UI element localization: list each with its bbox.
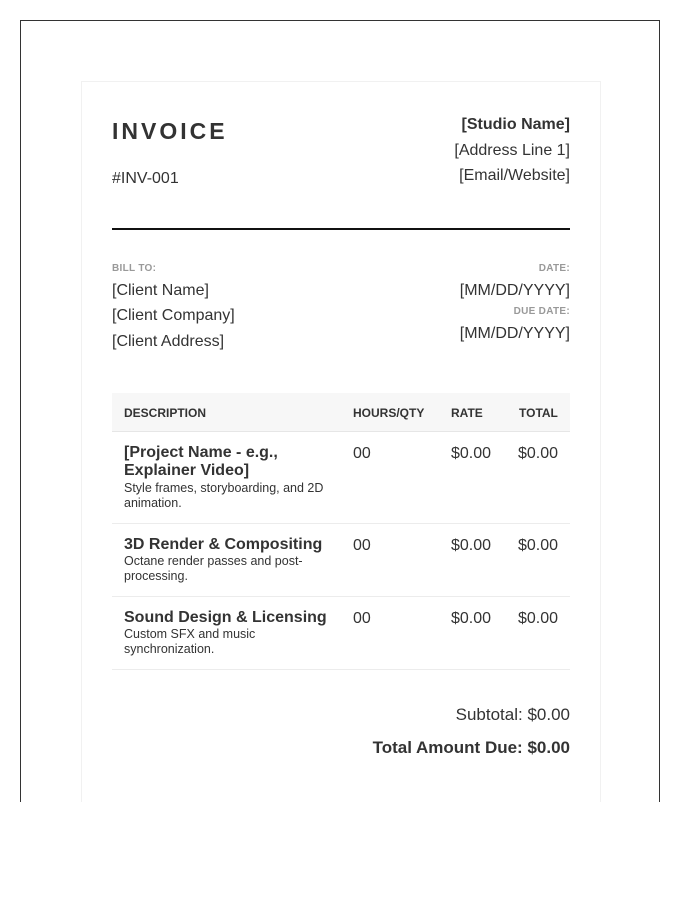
subtotal: Subtotal: $0.00 bbox=[455, 705, 570, 724]
item-description: Octane render passes and post-processing. bbox=[124, 554, 303, 583]
table-row bbox=[112, 597, 570, 670]
header-divider bbox=[112, 228, 570, 230]
client-company: [Client Company] bbox=[112, 307, 235, 324]
item-total: $0.00 bbox=[518, 610, 559, 627]
item-title: Sound Design & Licensing bbox=[124, 609, 327, 626]
column-header-description: DESCRIPTION bbox=[124, 406, 207, 420]
bill-to-label: BILL TO: bbox=[112, 263, 157, 274]
table-header bbox=[112, 393, 570, 432]
item-title: [Project Name - e.g., Explainer Video] bbox=[124, 444, 278, 479]
due-date-value: [MM/DD/YYYY] bbox=[459, 325, 570, 342]
date-value: [MM/DD/YYYY] bbox=[459, 282, 570, 299]
studio-website: [Email/Website] bbox=[459, 167, 570, 184]
date-label: DATE: bbox=[538, 263, 570, 274]
client-name: [Client Name] bbox=[112, 282, 209, 299]
invoice-title: INVOICE bbox=[112, 118, 228, 144]
item-title: 3D Render & Compositing bbox=[124, 536, 323, 553]
item-rate: $0.00 bbox=[451, 610, 492, 627]
column-header-hours: HOURS/QTY bbox=[353, 406, 425, 420]
table-row bbox=[112, 524, 570, 597]
column-header-rate: RATE bbox=[451, 406, 483, 420]
item-rate: $0.00 bbox=[451, 445, 492, 462]
item-description: Style frames, storyboarding, and 2D animation. bbox=[124, 481, 324, 510]
invoice-number: #INV-001 bbox=[112, 170, 179, 187]
item-hours: 00 bbox=[353, 445, 371, 462]
client-address: [Client Address] bbox=[112, 333, 225, 350]
total-amount-due: Total Amount Due: $0.00 bbox=[372, 738, 570, 757]
item-total: $0.00 bbox=[518, 445, 559, 462]
due-date-label: DUE DATE: bbox=[513, 306, 570, 317]
item-hours: 00 bbox=[353, 610, 371, 627]
item-hours: 00 bbox=[353, 537, 371, 554]
studio-name: [Studio Name] bbox=[461, 116, 570, 133]
item-total: $0.00 bbox=[518, 537, 559, 554]
studio-address: [Address Line 1] bbox=[454, 142, 570, 159]
column-header-total: TOTAL bbox=[519, 406, 558, 420]
table-row bbox=[112, 432, 570, 524]
item-rate: $0.00 bbox=[451, 537, 492, 554]
item-description: Custom SFX and music synchronization. bbox=[124, 627, 256, 656]
